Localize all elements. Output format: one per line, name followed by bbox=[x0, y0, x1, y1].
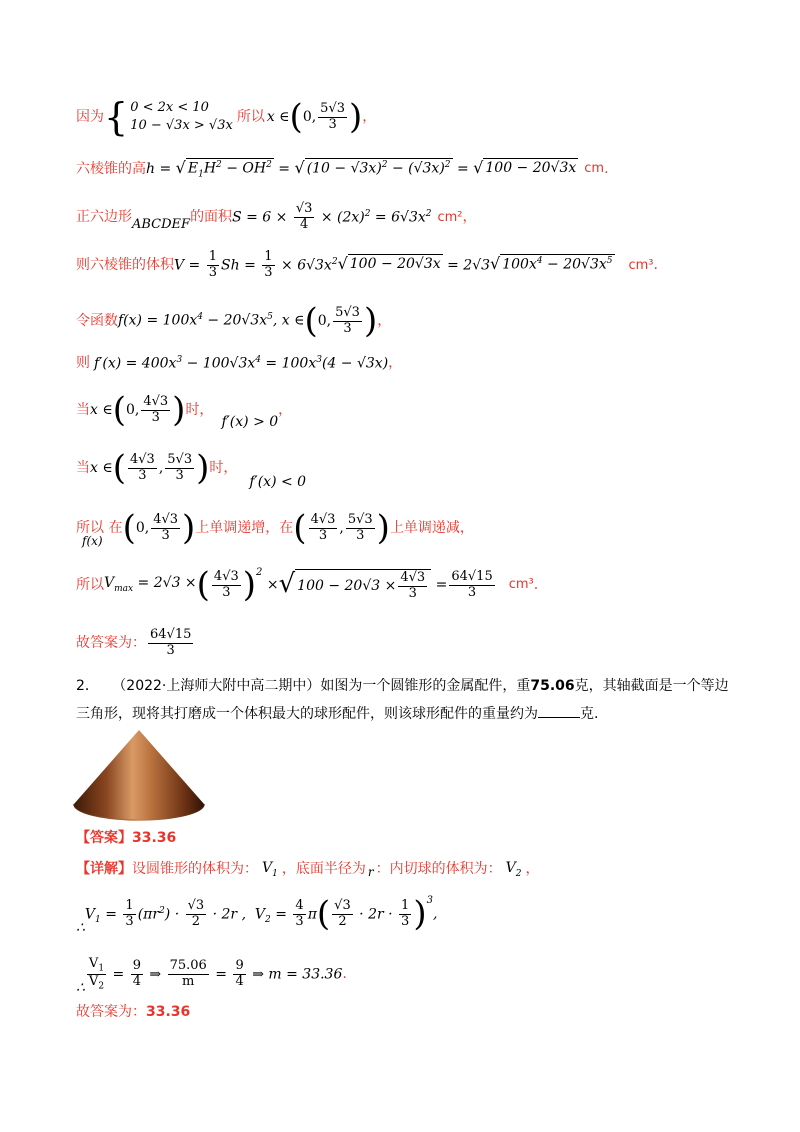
unit-cm2: cm² bbox=[437, 209, 463, 225]
system-brace: { bbox=[104, 95, 129, 139]
detail-text-1: 设圆锥形的体积为： bbox=[132, 861, 258, 878]
math-height-formula: h = √ $E_1H^2 - OH^2$ = √ $(10 - √3x)^2 - (√3x)^2$ = √ 100 − 20√3x bbox=[146, 158, 577, 180]
final-answer-label: 故答案为： bbox=[76, 1004, 146, 1020]
inequality-system bbox=[130, 99, 233, 134]
paren-right: ) bbox=[182, 508, 196, 549]
detail-line bbox=[76, 860, 740, 880]
cone-image bbox=[72, 728, 206, 822]
line-derivative bbox=[76, 355, 740, 372]
text-let-function: 令函数 bbox=[76, 312, 118, 329]
question-source: （2022·上海师大附中高二期中） bbox=[112, 678, 321, 694]
math-vmax: $V_{max} = 2√3$ × bbox=[104, 575, 197, 594]
inequality-2: 10 − √3x > √3x bbox=[130, 118, 233, 133]
math-equals: = bbox=[431, 576, 448, 593]
line-max-volume bbox=[76, 565, 740, 605]
unit-cm3: cm³ bbox=[508, 577, 534, 593]
question-text-end: 克. bbox=[580, 706, 599, 722]
text-time: 时， bbox=[209, 460, 238, 476]
question-number: 2． bbox=[76, 678, 99, 694]
math-r: r bbox=[367, 864, 374, 879]
text-regular-hexagon: 正六边形 bbox=[76, 209, 132, 226]
line-volumes bbox=[76, 892, 740, 937]
unit-cm3: cm³ bbox=[628, 257, 654, 273]
paren-left: ( bbox=[122, 508, 136, 549]
math-derivative: $f'(x) = 400x^3 - 100√3x^4 = 100x^3(4 - √3x)$ bbox=[94, 355, 389, 372]
text-when: 当 bbox=[76, 460, 90, 476]
math-zero: 0, bbox=[135, 519, 150, 536]
frac-4sqrt3-3: $\frac{4√3}{3}$ bbox=[143, 393, 169, 425]
math-zero: 0, bbox=[317, 312, 332, 329]
math-zero: 0, bbox=[302, 108, 317, 125]
math-exp-2: 2 bbox=[256, 567, 263, 578]
paren-left: ( bbox=[293, 508, 307, 549]
inequality-1: 0 < 2x < 10 bbox=[130, 100, 209, 116]
paren-left: ( bbox=[196, 565, 210, 605]
text-comma: ， bbox=[377, 312, 392, 329]
math-fprime-positive: f′(x) > 0 bbox=[221, 414, 279, 430]
answer-label: 【答案】 bbox=[76, 830, 132, 846]
math-ratio: $\frac{V_1}{V_2}$ = $\frac{9}{4}$ ⇒ $\frac{75.06}{m}$ = $\frac{9}{4}$ ⇒ m = 33.36 bbox=[88, 955, 343, 992]
text-then: 则 bbox=[76, 355, 90, 372]
paren-left: ( bbox=[316, 894, 331, 935]
text-so: 所以 bbox=[236, 108, 265, 125]
frac-5sqrt3-3: $\frac{5√3}{3}$ bbox=[320, 100, 345, 132]
math-fx: f(x) bbox=[82, 534, 103, 548]
question-2 bbox=[76, 672, 736, 728]
frac-64sqrt15-3: $\frac{64√15}{3}$ bbox=[150, 627, 192, 658]
paren-left: ( bbox=[289, 97, 303, 137]
frac-5sqrt3-3: $\frac{5√3}{3}$ bbox=[347, 511, 373, 543]
cone-body bbox=[74, 730, 204, 820]
paren-right: ) bbox=[172, 390, 186, 431]
paren-right: ) bbox=[349, 97, 363, 137]
question-text-before: 如图为一个圆锥形的金属配件，重 bbox=[320, 678, 531, 694]
paren-right: ) bbox=[196, 448, 210, 489]
text-period: . bbox=[653, 257, 658, 274]
math-volume-formula: V = $\frac{1}{3}$ Sh = $\frac{1}{3}$ × $6√3x^2$ √ 100 − 20√3x = 2√3 √ $100x^4 - 20√3x^5$ bbox=[174, 249, 613, 280]
frac-64sqrt15-3: $\frac{64√15}{3}$ bbox=[451, 568, 493, 600]
final-answer-line bbox=[76, 1004, 740, 1021]
math-zero: 0, bbox=[125, 402, 140, 418]
text-period: . bbox=[533, 576, 539, 593]
math-comma: , bbox=[339, 519, 344, 536]
text-pyramid-height: 六棱锥的高 bbox=[76, 160, 146, 177]
final-answer-value: 33.36 bbox=[146, 1004, 191, 1020]
text-period: . bbox=[342, 966, 347, 982]
therefore-symbol: ∴ bbox=[76, 920, 85, 936]
text-area-of: 的面积 bbox=[190, 209, 233, 226]
line-since bbox=[76, 95, 740, 139]
answer-value: 33.36 bbox=[132, 830, 177, 846]
paren-left: ( bbox=[112, 390, 126, 431]
line-decreasing-condition bbox=[76, 446, 740, 491]
line-hexagon-area bbox=[76, 202, 740, 233]
line-monotonicity bbox=[76, 508, 740, 548]
line-define-function bbox=[76, 301, 740, 341]
line-ratio bbox=[76, 952, 740, 997]
frac-5sqrt3-3: $\frac{5√3}{3}$ bbox=[167, 451, 193, 483]
paren-left: ( bbox=[304, 301, 318, 341]
math-times: × bbox=[262, 576, 279, 593]
text-comma: ， bbox=[462, 209, 477, 226]
math-comma: , bbox=[432, 906, 438, 922]
text-period: . bbox=[604, 160, 609, 177]
text-since: 因为 bbox=[76, 108, 104, 125]
math-x-in: x ∈ bbox=[90, 460, 113, 476]
line-answer-1 bbox=[76, 628, 740, 659]
question-weight: 75.06 bbox=[530, 678, 575, 694]
math-area-formula: S = 6 × $\frac{√3}{4}$ × $(2x)^2 = 6√3x^2$ bbox=[232, 201, 432, 232]
math-exp-3: 3 bbox=[426, 895, 433, 907]
math-v1: $V_1$ bbox=[262, 860, 278, 879]
frac-4sqrt3-3: $\frac{4√3}{3}$ bbox=[310, 511, 336, 543]
question-text-after: 克，其轴截面是一个等边三角形，现将其打磨成一个体积最大的球形配件，则该球形配件的重量约为 bbox=[76, 678, 729, 722]
paren-right: ) bbox=[413, 894, 427, 935]
therefore-symbol: ∴ bbox=[76, 980, 85, 996]
detail-text-4: ， bbox=[525, 861, 540, 878]
frac-5sqrt3-3: $\frac{5√3}{3}$ bbox=[335, 304, 360, 336]
math-v2: $V_2$ bbox=[505, 860, 522, 879]
detail-text-2: ，底面半径为 bbox=[281, 861, 366, 878]
math-v1-formula: $V_1$ = $\frac{1}{3}$ $(\pi r^2)$ · $\frac{√3}{2}$ · 2r , $V_2$ = $\frac{4}{3}$ π bbox=[84, 897, 317, 929]
math-function-def: $f(x) = 100x^4 - 20√3x^5$, x ∈ bbox=[118, 312, 305, 329]
text-on: 在 bbox=[108, 519, 123, 536]
text-time: 时， bbox=[185, 402, 214, 418]
frac-4sqrt3-3: $\frac{4√3}{3}$ bbox=[129, 451, 155, 483]
math-abcdef: ABCDEF bbox=[132, 216, 191, 232]
math-x-in: x ∈ bbox=[90, 402, 113, 418]
math-inner: $\frac{√3}{2}$ · 2r · $\frac{1}{3}$ bbox=[334, 897, 410, 929]
text-comma: ， bbox=[388, 355, 403, 372]
answer-line bbox=[76, 830, 740, 847]
text-so: 所以 bbox=[76, 519, 104, 536]
text-comma: ， bbox=[362, 108, 377, 125]
frac-4sqrt3-3: $\frac{4√3}{3}$ bbox=[213, 568, 239, 600]
text-then-volume: 则六棱锥的体积 bbox=[76, 257, 174, 274]
detail-text-3: ：内切球的体积为： bbox=[375, 861, 502, 878]
math-fprime-negative: f′(x) < 0 bbox=[249, 474, 307, 490]
text-increasing-on: 上单调递增，在 bbox=[195, 519, 294, 536]
paren-right: ) bbox=[376, 508, 390, 549]
answer-blank bbox=[538, 703, 580, 718]
paren-left: ( bbox=[112, 448, 126, 489]
unit-cm: cm bbox=[584, 161, 605, 177]
math-comma: , bbox=[158, 460, 164, 476]
math-sqrt-expr: √ 100 − 20√3 × $\frac{4√3}{3}$ bbox=[279, 569, 432, 602]
paren-right: ) bbox=[363, 301, 378, 341]
line-height bbox=[76, 158, 740, 180]
text-decreasing: 上单调递减， bbox=[389, 519, 474, 536]
detail-label: 【详解】 bbox=[76, 861, 132, 878]
paren-right: ) bbox=[242, 565, 257, 605]
text-comma: ， bbox=[278, 402, 293, 418]
line-volume bbox=[76, 250, 740, 281]
text-so: 所以 bbox=[76, 576, 104, 593]
text-when: 当 bbox=[76, 402, 90, 418]
frac-4sqrt3-3: $\frac{4√3}{3}$ bbox=[153, 511, 179, 543]
line-increasing-condition bbox=[76, 390, 740, 431]
text-answer-is: 故答案为： bbox=[76, 635, 146, 652]
math-x-in-interval: x ∈ bbox=[266, 108, 290, 125]
